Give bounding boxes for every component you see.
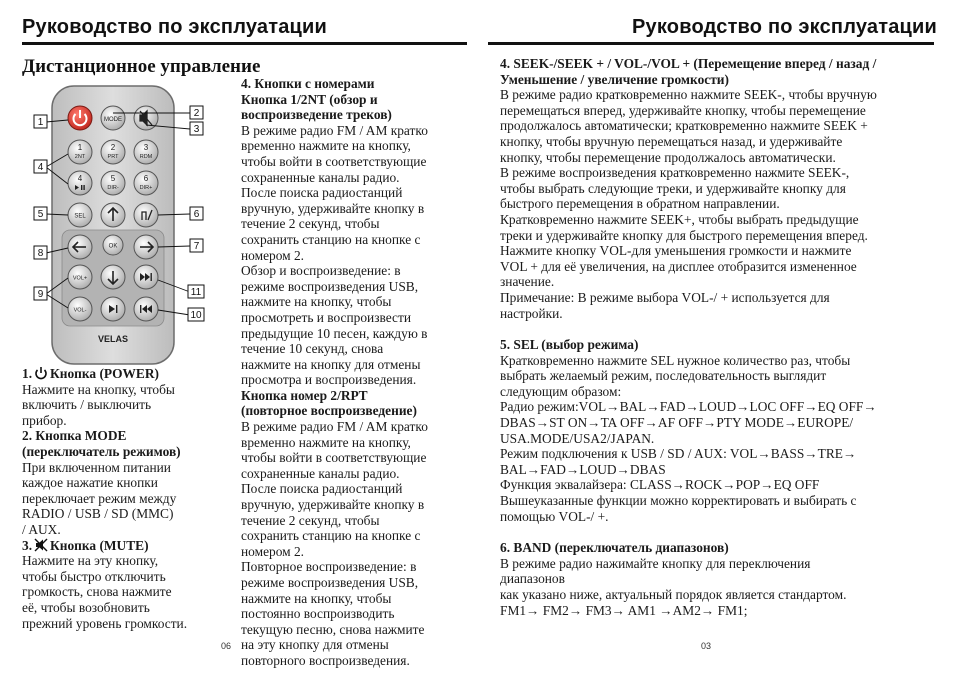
text-line-content: прежний уровень громкости. (22, 615, 188, 631)
text-line (241, 170, 466, 186)
text-line (500, 368, 940, 384)
text-line-content: Кнопка номер 2/RPT (241, 387, 368, 403)
text-line (500, 274, 940, 290)
text-line (500, 431, 940, 447)
text-line-content: нажмите на кнопку для отмены (241, 356, 421, 372)
text-line-content: USA.MODE/USA2/JAPAN. (500, 430, 655, 446)
text-line-content: Уменьшение / увеличение громкости) (500, 71, 729, 87)
text-line (241, 216, 466, 232)
text-line-content: В режиме радио FM / AM кратко (241, 122, 428, 138)
key-5-number: 5 (110, 174, 116, 183)
text-line (22, 569, 232, 585)
text-line-content: Нажмите кнопку VOL-для уменьшения громкости и нажмите (500, 243, 852, 259)
text-line (22, 616, 232, 632)
text-line-content: Вышеуказанные функции можно корректировать и выбирать с (500, 493, 857, 509)
text-line (22, 600, 232, 616)
text-line (241, 263, 466, 279)
middle-column-text (241, 76, 466, 669)
text-line (241, 419, 466, 435)
text-line (241, 606, 466, 622)
text-line (241, 107, 466, 123)
text-line-content: VOL + для её увеличения, на дисплее отобразится измененное (500, 258, 857, 274)
text-line (241, 435, 466, 451)
text-line-content: постоянно воспроизводить (241, 606, 395, 622)
text-line (500, 446, 940, 462)
text-line (22, 460, 232, 476)
text-line (500, 87, 940, 103)
text-line (241, 294, 466, 310)
text-line (500, 290, 940, 306)
text-line (500, 415, 940, 431)
svg-text:2: 2 (193, 108, 200, 119)
text-line-content: настройки. (500, 305, 563, 321)
text-line (241, 232, 466, 248)
section-title: Дистанционное управление (22, 56, 261, 77)
text-line-content: нажмите на кнопку, чтобы (241, 294, 392, 310)
power-icon (34, 366, 48, 380)
text-line (500, 384, 940, 400)
left-page-number: 06 (221, 641, 232, 651)
text-line (500, 118, 940, 134)
text-line (500, 134, 940, 150)
text-line (241, 326, 466, 342)
key-2-number: 2 (110, 143, 116, 152)
text-line (500, 462, 940, 478)
text-line (500, 587, 940, 603)
left-column-text (22, 366, 232, 631)
text-line (500, 259, 940, 275)
text-line-content: как указано ниже, актуальный порядок является стандартом. (500, 587, 847, 602)
key-3-number: 3 (143, 143, 149, 152)
text-line-content: нажмите на кнопку, чтобы (241, 590, 392, 606)
text-line-content: воспроизведение треков) (241, 107, 392, 123)
text-line-content: переключает режим между (22, 490, 177, 506)
text-line (241, 653, 466, 669)
text-line-content: В режиме воспроизведения кратковременно нажмите SEEK-, (500, 165, 850, 181)
text-line-content: FM1→ FM2→ FM3→ AM1 →AM2→ FM1; (500, 602, 748, 618)
text-line (22, 584, 232, 600)
text-line-content: Обзор и воспроизведение: в (241, 263, 401, 279)
text-line (22, 538, 232, 554)
text-line (500, 509, 940, 525)
vol-up-label: VOL+ (72, 275, 88, 282)
text-line (241, 92, 466, 108)
text-line (500, 103, 940, 119)
text-line-content: Повторное воспроизведение: в (241, 559, 417, 575)
text-line-content: 6. BAND (переключатель диапазонов) (500, 540, 729, 556)
text-line-content: треки и удерживайте кнопку для быстрого перемещения вперед. (500, 227, 868, 243)
remote-control-illustration (0, 80, 240, 370)
text-line-content: течение 2 секунд, чтобы (241, 216, 380, 232)
svg-text:7: 7 (193, 241, 200, 252)
text-line (22, 397, 232, 413)
key-4-number: 4 (77, 174, 83, 183)
text-line-content: Примечание: В режиме выбора VOL-/ + используется для (500, 289, 830, 305)
text-line (241, 341, 466, 357)
svg-text:9: 9 (37, 289, 44, 300)
text-line-content: предыдущие 10 песен, каждую в (241, 325, 428, 341)
text-line-content: на эту кнопку для отмены (241, 637, 389, 653)
right-page-number: 03 (701, 641, 712, 651)
text-line (241, 544, 466, 560)
text-line (241, 637, 466, 653)
text-line (241, 310, 466, 326)
text-line-content: DBAS→ST ON→TA OFF→AF OFF→PTY MODE→EUROPE/ (500, 415, 854, 431)
text-line-content: 2. Кнопка MODE (22, 428, 127, 444)
text-line-content: чтобы быстро отключить (22, 568, 166, 584)
right-column-text (500, 56, 940, 618)
text-line-content: сохранить станцию на кнопке с (241, 528, 421, 544)
text-line-content: громкость, снова нажмите (22, 584, 172, 600)
vol-down-label: VOL- (73, 307, 87, 314)
text-line-content: перемещаться вперед, удерживайте кнопку, чтобы перемещение (500, 102, 866, 118)
key-3-sub: RDM (139, 154, 153, 160)
text-line-content: номером 2. (241, 247, 305, 263)
key-6-number: 6 (143, 174, 149, 183)
text-line-content: 5. SEL (выбор режима) (500, 337, 639, 353)
text-line (241, 450, 466, 466)
text-line (22, 428, 232, 444)
key-1-number: 1 (77, 143, 83, 152)
text-line-content: её, чтобы возобновить (22, 599, 150, 615)
text-line-content: (переключатель режимов) (22, 443, 181, 459)
text-line-content: каждое нажатие кнопки (22, 475, 158, 491)
text-line (241, 559, 466, 575)
paragraph-gap (500, 321, 940, 337)
text-line-content: прибор. (22, 412, 67, 428)
key-6-sub: DIR+ (139, 185, 153, 191)
text-line-content: номером 2. (241, 543, 305, 559)
text-line (241, 185, 466, 201)
text-line-content: сохраненные каналы радио. (241, 169, 400, 185)
text-line (22, 444, 232, 460)
key-5-sub: DIR- (107, 185, 119, 191)
text-line (241, 481, 466, 497)
text-line-content: просмотра и воспроизведения. (241, 372, 417, 388)
text-line (241, 154, 466, 170)
text-line (500, 540, 940, 556)
text-line-content: После поиска радиостанций (241, 481, 403, 497)
text-line-content: / AUX. (22, 521, 61, 537)
text-line-content: 4. SEEK-/SEEK + / VOL-/VOL + (Перемещение вперед / назад / (500, 56, 877, 71)
text-line (500, 165, 940, 181)
text-line-content: чтобы войти в соответствующие (241, 153, 427, 169)
text-line (500, 72, 940, 88)
text-line (500, 556, 940, 572)
text-line-content: RADIO / USB / SD (MMC) (22, 506, 174, 522)
text-line-content: В режиме радио нажимайте кнопку для переключения (500, 555, 811, 571)
text-line-content: кнопку, чтобы вручную перемещаться назад, и удерживайте (500, 133, 843, 149)
text-line (241, 248, 466, 264)
sel-button-label: SEL (74, 213, 86, 220)
text-line (241, 357, 466, 373)
text-line (500, 603, 940, 619)
text-line-content: продолжалось автоматически; кратковременно нажмите SEEK + (500, 118, 868, 134)
svg-text:6: 6 (193, 209, 200, 220)
text-line (241, 123, 466, 139)
text-line-content: 1. (22, 366, 33, 381)
text-line-content: Нажмите на кнопку, чтобы (22, 381, 175, 397)
text-line (500, 399, 940, 415)
text-line (22, 413, 232, 429)
text-line (22, 382, 232, 398)
svg-text:3: 3 (193, 124, 200, 135)
ok-button-label: OK (108, 243, 118, 250)
text-line-content: просмотреть и воспроизвести (241, 309, 411, 325)
text-line-content: текущую песню, снова нажмите (241, 621, 425, 637)
text-line-content: В режиме радио FM / AM кратко (241, 419, 428, 435)
text-line-content: сохранить станцию на кнопке с (241, 231, 421, 247)
text-line (22, 522, 232, 538)
text-line-content: Нажмите на эту кнопку, (22, 553, 159, 569)
text-line (500, 353, 940, 369)
text-line-content: Радио режим:VOL→BAL→FAD→LOUD→LOC OFF→EQ OFF→ (500, 399, 877, 415)
paragraph-gap (500, 524, 940, 540)
text-line (241, 388, 466, 404)
text-line (500, 181, 940, 197)
text-line-content: 3. (22, 537, 33, 553)
text-line (241, 497, 466, 513)
text-line-content: Кратковременно нажмите SEEK+, чтобы выбрать предыдущие (500, 211, 859, 227)
mute-icon (34, 538, 48, 552)
text-line-content: выбрать желаемый режим, последовательность выглядит (500, 368, 827, 384)
text-line-content: (повторное воспроизведение) (241, 403, 417, 419)
text-line-content: помощью VOL-/ +. (500, 508, 609, 524)
power-button-label: Кнопка (POWER) (50, 366, 159, 381)
text-line-content: быстрого перемещения в обратном направлении. (500, 196, 780, 212)
text-line-content: 4. Кнопки с номерами (241, 76, 375, 91)
text-line-content: При включенном питании (22, 459, 171, 475)
text-line (241, 372, 466, 388)
svg-text:4: 4 (37, 162, 44, 173)
text-line (241, 201, 466, 217)
text-line-content: Функция эквалайзера: CLASS→ROCK→POP→EQ OFF (500, 477, 820, 493)
text-line-content: временно нажмите на кнопку, (241, 138, 411, 154)
svg-text:1: 1 (37, 117, 44, 128)
text-line-content: чтобы выбрать следующие треки, и удерживайте кнопку для (500, 180, 846, 196)
text-line (500, 493, 940, 509)
text-line-content: режиме воспроизведения USB, (241, 278, 419, 294)
text-line (241, 591, 466, 607)
right-page-header: Руководство по эксплуатации (632, 16, 938, 38)
text-line (22, 491, 232, 507)
text-line (500, 243, 940, 259)
text-line (500, 196, 940, 212)
text-line-content: течение 2 секунд, чтобы (241, 512, 380, 528)
text-line (241, 513, 466, 529)
text-line (22, 366, 232, 382)
text-line (500, 56, 940, 72)
text-line-content: Режим подключения к USB / SD / AUX: VOL→BASS→TRE→ (500, 446, 857, 462)
text-line (500, 150, 940, 166)
text-line-content: следующим образом: (500, 383, 622, 399)
text-line-content: Кнопка 1/2NT (обзор и (241, 91, 378, 107)
text-line-content: кнопку, чтобы перемещение продолжалось автоматически. (500, 149, 836, 165)
text-line-content: сохраненные каналы радио. (241, 465, 400, 481)
text-line (500, 571, 940, 587)
svg-text:10: 10 (190, 310, 202, 321)
text-line-content: значение. (500, 274, 555, 290)
text-line-content: вручную, удерживайте кнопку в (241, 497, 425, 513)
mode-button-label: MODE (104, 117, 122, 123)
text-line-content: чтобы войти в соответствующие (241, 450, 427, 466)
text-line (241, 466, 466, 482)
right-header-rule (488, 42, 934, 45)
text-line-content: После поиска радиостанций (241, 185, 403, 201)
text-line (241, 528, 466, 544)
text-line-content: BAL→FAD→LOUD→DBAS (500, 461, 666, 477)
text-line (241, 279, 466, 295)
text-line (241, 138, 466, 154)
text-line-content: течение 10 секунд, снова (241, 341, 384, 357)
text-line (241, 575, 466, 591)
text-line-content: повторного воспроизведения. (241, 652, 410, 668)
text-line (500, 337, 940, 353)
text-line (500, 228, 940, 244)
left-header-rule (22, 42, 467, 45)
text-line (22, 475, 232, 491)
text-line-content: вручную, удерживайте кнопку в (241, 200, 425, 216)
text-line-content: В режиме радио кратковременно нажмите SEEK-, чтобы вручную (500, 87, 877, 103)
mute-button-label: Кнопка (MUTE) (50, 537, 149, 553)
left-page-header: Руководство по эксплуатации (22, 16, 328, 38)
svg-text:11: 11 (190, 287, 202, 298)
text-line (22, 553, 232, 569)
text-line (241, 622, 466, 638)
text-line (241, 76, 466, 92)
text-line (500, 212, 940, 228)
text-line (241, 403, 466, 419)
remote-brand: VELAS (97, 334, 129, 344)
key-1-sub: 2NT (74, 154, 86, 160)
text-line (22, 506, 232, 522)
text-line-content: временно нажмите на кнопку, (241, 434, 411, 450)
text-line (500, 477, 940, 493)
text-line-content: Кратковременно нажмите SEL нужное количество раз, чтобы (500, 352, 851, 368)
text-line-content: диапазонов (500, 571, 565, 587)
key-2-sub: PRT (107, 154, 119, 160)
text-line-content: включить / выключить (22, 397, 152, 413)
svg-text:8: 8 (37, 248, 44, 259)
text-line (500, 306, 940, 322)
text-line-content: режиме воспроизведения USB, (241, 575, 419, 590)
svg-text:5: 5 (37, 209, 44, 220)
